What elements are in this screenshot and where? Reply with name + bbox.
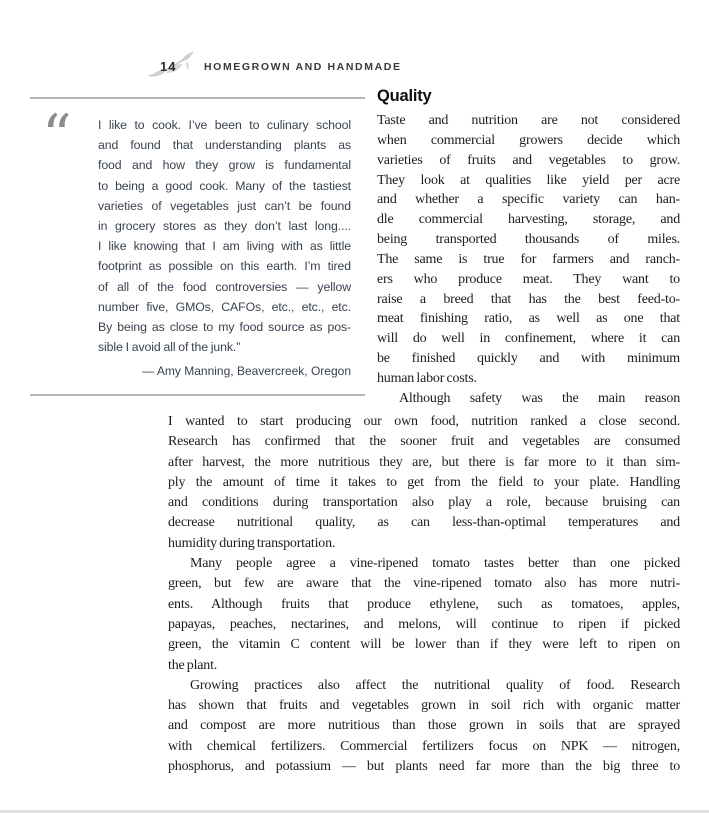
text-line: By being as close to my food source as pos- <box>98 320 351 335</box>
running-header <box>150 55 402 79</box>
quality-section <box>377 86 680 409</box>
text-line: the plant. <box>168 657 218 673</box>
text-line: The same is true for farmers and ranch- <box>377 251 680 267</box>
quote-attribution: — Amy Manning, Beavercreek, Oregon <box>142 364 351 379</box>
text-line: Many people agree a vine-ripened tomato tastes better than one picked <box>190 556 680 572</box>
pull-quote-text <box>98 115 351 378</box>
text-line: They look at qualities like yield per acre <box>377 172 680 188</box>
text-line: will do well in confinement, where it can <box>377 331 680 347</box>
text-line: meat finishing ratio, as well as one that <box>377 311 680 327</box>
text-line: and compost are more nutritious than those grown in soils that are sprayed <box>168 718 680 734</box>
text-line: number five, GMOs, CAFOs, etc., etc., etc. <box>98 299 351 314</box>
text-line: of all of the food controversies — yellow <box>98 279 351 294</box>
page-number-block <box>150 54 194 80</box>
text-line: raise a breed that has the best feed-to- <box>377 291 680 307</box>
text-line: when commercial growers decide which <box>377 132 680 148</box>
book-title: HOMEGROWN AND HANDMADE <box>204 61 402 73</box>
paragraph <box>377 389 680 409</box>
page-number: 14 <box>160 59 177 74</box>
text-line: and found that understanding plants as <box>98 138 351 153</box>
text-line: varieties of fruits and vegetables to grow. <box>377 152 680 168</box>
text-line: and whether a specific variety can han- <box>377 192 680 208</box>
open-quote-icon: “ <box>42 102 72 170</box>
paragraph <box>98 115 351 357</box>
paragraph <box>377 111 680 389</box>
text-line: has shown that fruits and vegetables grown in soil rich with organic matter <box>168 698 680 714</box>
text-line: food and how they grow is fundamental <box>98 158 351 173</box>
text-line: being transported thousands of miles. <box>377 232 680 248</box>
text-line: in grocery stores as they don’t last long.... <box>98 219 351 234</box>
section-heading-quality: Quality <box>377 87 432 105</box>
text-line: phosphorus, and potassium — but plants need far more than the big three to <box>168 759 680 775</box>
text-line: dle commercial harvesting, storage, and <box>377 212 680 228</box>
main-body-text <box>168 412 680 777</box>
quality-paragraphs <box>377 111 680 409</box>
text-line: Taste and nutrition are not considered <box>377 113 680 128</box>
text-line: I like knowing that I am living with as little <box>98 239 351 254</box>
text-line: be finished quickly and with minimum <box>377 351 680 367</box>
text-line: after harvest, the more nutritious they are, but there is far more to it than sim- <box>168 454 680 470</box>
text-line: to being a good cook. Many of the tastiest <box>98 178 351 193</box>
text-line: human labor costs. <box>377 370 477 386</box>
text-line: ers who produce meat. They want to <box>377 271 680 287</box>
text-line: humidity during transportation. <box>168 535 336 551</box>
text-line: ply the amount of time it takes to get from the field to your plate. Handling <box>168 474 680 490</box>
text-line: Although safety was the main reason <box>399 390 680 406</box>
text-line: ents. Although fruits that produce ethylene, such as tomatoes, apples, <box>168 596 680 612</box>
text-line: varieties of vegetables just can’t be found <box>98 198 351 213</box>
text-line: papayas, peaches, nectarines, and melons, will continue to ripen if picked <box>168 616 680 632</box>
text-line: and conditions during transportation also play a role, because bruising can <box>168 495 680 511</box>
text-line: Research has confirmed that the sooner fruit and vegetables are consumed <box>168 434 680 450</box>
text-line: I wanted to start producing our own food, nutrition ranked a close second. <box>168 414 680 429</box>
pull-quote-box <box>30 97 365 396</box>
text-line: footprint as possible on this earth. I’m tired <box>98 259 351 274</box>
text-line: I like to cook. I’ve been to culinary school <box>98 118 351 132</box>
text-line: decrease nutritional quality, as can less-than-optimal temperatures and <box>168 515 680 531</box>
paragraph <box>168 554 680 676</box>
text-line: sible I avoid all of the junk.” <box>98 340 241 355</box>
text-line: Growing practices also affect the nutritional quality of food. Research <box>190 677 680 693</box>
pull-quote-lines <box>98 115 351 357</box>
text-line: green, the vitamin C content will be lower than if they were left to ripen on <box>168 637 680 653</box>
paragraph <box>168 676 680 777</box>
paragraph <box>168 412 680 554</box>
text-line: with chemical fertilizers. Commercial fertilizers focus on NPK — nitrogen, <box>168 738 680 754</box>
text-line: green, but few are aware that the vine-ripened tomato also has more nutri- <box>168 576 680 592</box>
